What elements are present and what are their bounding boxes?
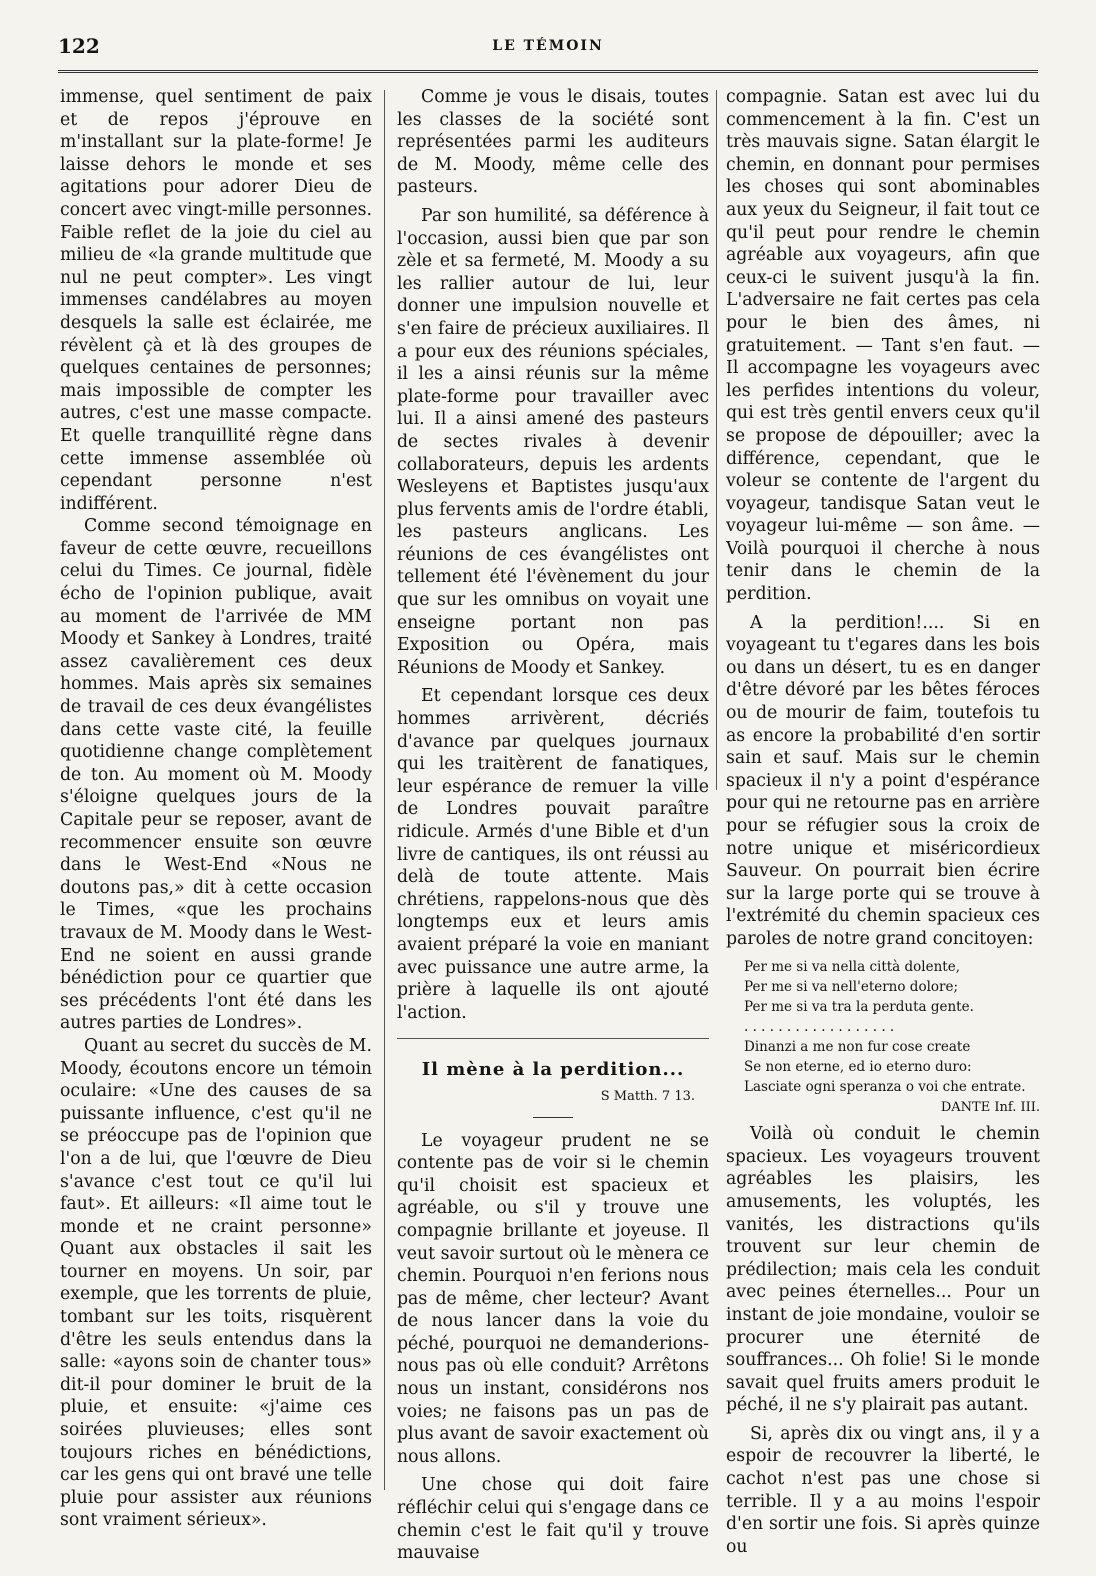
verse-line: Per me si va tra la perduta gente. xyxy=(744,998,974,1015)
section-divider xyxy=(397,1038,709,1039)
verse-line: Per me si va nell'eterno dolore; xyxy=(744,978,959,995)
verse-quote xyxy=(726,957,1040,1097)
column-3 xyxy=(726,86,1040,1558)
paragraph: Quant au secret du succès de M. Moody, écoutons encore un témoin oculaire: «Une des causes de sa puissante influence, c'est qu'il ne se préoccupe pas de l'opinion que l'on a de lui, que l'œuvre de Dieu s'avance c'est tout ce qu'il lui faut». Et ailleurs: «Il aime tout le monde et ne craint personne» Quant aux obstacles il sait les tourner en moyens. Un soir, par exemple, que les torrents de pluie, tombant sur les toits, risquèrent d'être les seuls entendus dans la salle: «ayons soin de chanter tous» dit-il pour dominer le bruit de la pluie, et ensuite: «j'aime ces soirées pluvieuses; elles sont toujours riches en bénédictions, car les gens qui ont bravé une telle pluie pour assister aux réunions sont vraiment sérieux». xyxy=(60,1035,372,1531)
page-number: 122 xyxy=(58,34,100,58)
paragraph: immense, quel sentiment de paix et de repos j'éprouve en m'installant sur la plate-forme! Je laisse dehors le monde et ses agitations pour adorer Dieu de concert avec vingt-mille personnes. Faible reflet de la joie du ciel au milieu de «la grande multitude que nul ne peut compter». Les vingt immenses candélabres au moyen desquels la salle est éclairée, me révèlent çà et là des groupes de quelques centaines de personnes; mais impossible de compter les autres, c'est une masse compacte. Et quelle tranquillité règne dans cette immense assemblée où cependant personne n'est indifférent. xyxy=(60,87,372,514)
paragraph: Par son humilité, sa déférence à l'occasion, aussi bien que par son zèle et sa fermeté, M. Moody a su les rallier autour de lui, leur donner une impulsion nouvelle et s'en faire de précieux auxiliaires. Il a pour eux des réunions spéciales, il les a ainsi réunis sur la même plate-forme pour travailler avec lui. Il a ainsi amené des pasteurs de sectes rivales à devenir collaborateurs, depuis les ardents Wesleyens et Baptistes jusqu'aux plus fervents amis de l'ordre établi, les pasteurs anglicans. Les réunions de ces évangélistes ont tellement été l'évènement du jour que sur les omnibus on voyait une enseigne portant non pas Exposition ou Opéra, mais Réunions de Moody et Sankey. xyxy=(397,205,709,678)
verse-line: Per me si va nella città dolente, xyxy=(744,958,960,975)
paragraph: Comme second témoignage en faveur de cette œuvre, recueillons celui du Times. Ce journal, fidèle écho de l'opinion publique, avait au moment de l'arrivée de MM Moody et Sankey à Londres, traité assez cavalièrement ces deux hommes. Mais après six semaines de travail de ces deux évangélistes dans cette vaste cité, la feuille quotidienne change complètement de ton. Au moment où M. Moody s'éloigne quelques jours de la Capitale peur se reposer, avant de recommencer ensuite son œuvre dans le West-End «Nous ne doutons pas,» dit à cette occasion le Times, «que les prochains travaux de M. Moody dans le West-End ne soient en aussi grande bénédiction pour ce quartier que ses précédents l'ont été dans les autres parties de Londres». xyxy=(60,516,372,1034)
column-divider xyxy=(384,90,385,1490)
paragraph: Une chose qui doit faire réfléchir celui qui s'engage dans ce chemin c'est le fait qu'il y trouve mauvaise xyxy=(397,1475,709,1564)
paragraph: A la perdition!.... Si en voyageant tu t'egares dans les bois ou dans un désert, tu es en danger d'être dévoré par les bêtes féroces ou de mourir de faim, toutefois tu as encore la probabilité d'en sortir sain et sauf. Mais sur le chemin spacieux il n'y a point d'espérance pour qui ne retourne pas en arrière pour se réfugier sous la croix de notre unique et miséricordieux Sauveur. On pourrait bien écrire sur la large porte qui se trouve à l'extrémité du chemin spacieux ces paroles de notre grand concitoyen: xyxy=(726,612,1040,949)
title-separator xyxy=(533,1117,573,1118)
column-divider xyxy=(716,90,717,790)
paragraph: Le voyageur prudent ne se contente pas de voir si le chemin qu'il choisit est spacieux et agréable, ou s'il y trouve une compagnie brillante et joyeuse. Il veut savoir surtout où le mènera ce chemin. Pourquoi n'en ferions nous pas de même, cher lecteur? Avant de nous lancer dans la voie du péché, pourquoi ne demanderions-nous pas où elle conduit? Arrêtons nous un instant, considérons nos voies; ne faisons pas un pas de plus avant de savoir exactement où nous allons. xyxy=(397,1130,709,1467)
page-header xyxy=(58,34,1038,64)
column-1 xyxy=(60,86,372,1532)
verse-line: Lasciate ogni speranza o voi che entrate. xyxy=(744,1078,1026,1095)
paragraph: Voilà où conduit le chemin spacieux. Les voyageurs trouvent agréables les plaisirs, les amusements, les voluptés, les vanités, les distractions qu'ils trouvent sur leur chemin de prédilection; mais cela les conduit avec peines éternelles... Pour un instant de joie mondaine, vouloir se procurer une éternité de souffrances... Oh folie! Si le monde savait quel fruits amers produit le péché, il ne s'y plairait pas autant. xyxy=(726,1124,1040,1416)
paragraph: Et cependant lorsque ces deux hommes arrivèrent, décriés d'avance par quelques journaux qui les traitèrent de fanatiques, leur espérance de remuer la ville de Londres pouvait paraître ridicule. Armés d'une Bible et d'un livre de cantiques, ils ont réussi au delà de toute attente. Mais chrétiens, rappelons-nous que dès longtemps eux et leurs amis avaient préparé la voie en maniant avec puissance une autre arme, la prière à laquelle ils ont ajouté l'action. xyxy=(397,686,709,1023)
journal-title: LE TÉMOIN xyxy=(492,38,604,54)
paragraph: Si, après dix ou vingt ans, il y a espoir de recouvrer la liberté, le cachot n'est pas une chose si terrible. Il y a au moins l'espoir d'en sortir une fois. Si après quinze ou xyxy=(726,1423,1040,1557)
header-rule xyxy=(58,70,1038,73)
scripture-reference: S Matth. 7 13. xyxy=(600,1088,695,1104)
quote-attribution: DANTE Inf. III. xyxy=(940,1099,1040,1115)
paragraph: compagnie. Satan est avec lui du commencement à la fin. C'est un très mauvais signe. Satan élargit le chemin, en donnant pour permises les choses qui sont abominables aux yeux du Seigneur, il fait tout ce qu'il peut pour rendre le chemin agréable aux voyageurs, afin que ceux-ci le suivent jusqu'à la fin. L'adversaire ne fait certes pas cela pour le bien des âmes, ni gratuitement. — Tant s'en faut. — Il accompagne les voyageurs avec les perfides intentions du voleur, qui est très gentil envers ceux qu'il se propose de dépouiller; avec la différence, cependant, que le voleur se contente de l'argent du voyageur, tandisque Satan veut le voyageur lui-même — son âme. — Voilà pourquoi il cherche à nous tenir dans le chemin de la perdition. xyxy=(726,87,1040,605)
column-2 xyxy=(397,86,709,1565)
verse-line: Se non eterne, ed io eterno duro: xyxy=(744,1058,972,1075)
verse-line: . . . . . . . . . . . . . . . . . . xyxy=(744,1018,895,1035)
verse-line: Dinanzi a me non fur cose create xyxy=(744,1038,971,1055)
paragraph: Comme je vous le disais, toutes les classes de la société sont représentées parmi les auditeurs de M. Moody, même celle des pasteurs. xyxy=(397,87,709,198)
article-title: Il mène à la perdition... xyxy=(421,1059,685,1081)
